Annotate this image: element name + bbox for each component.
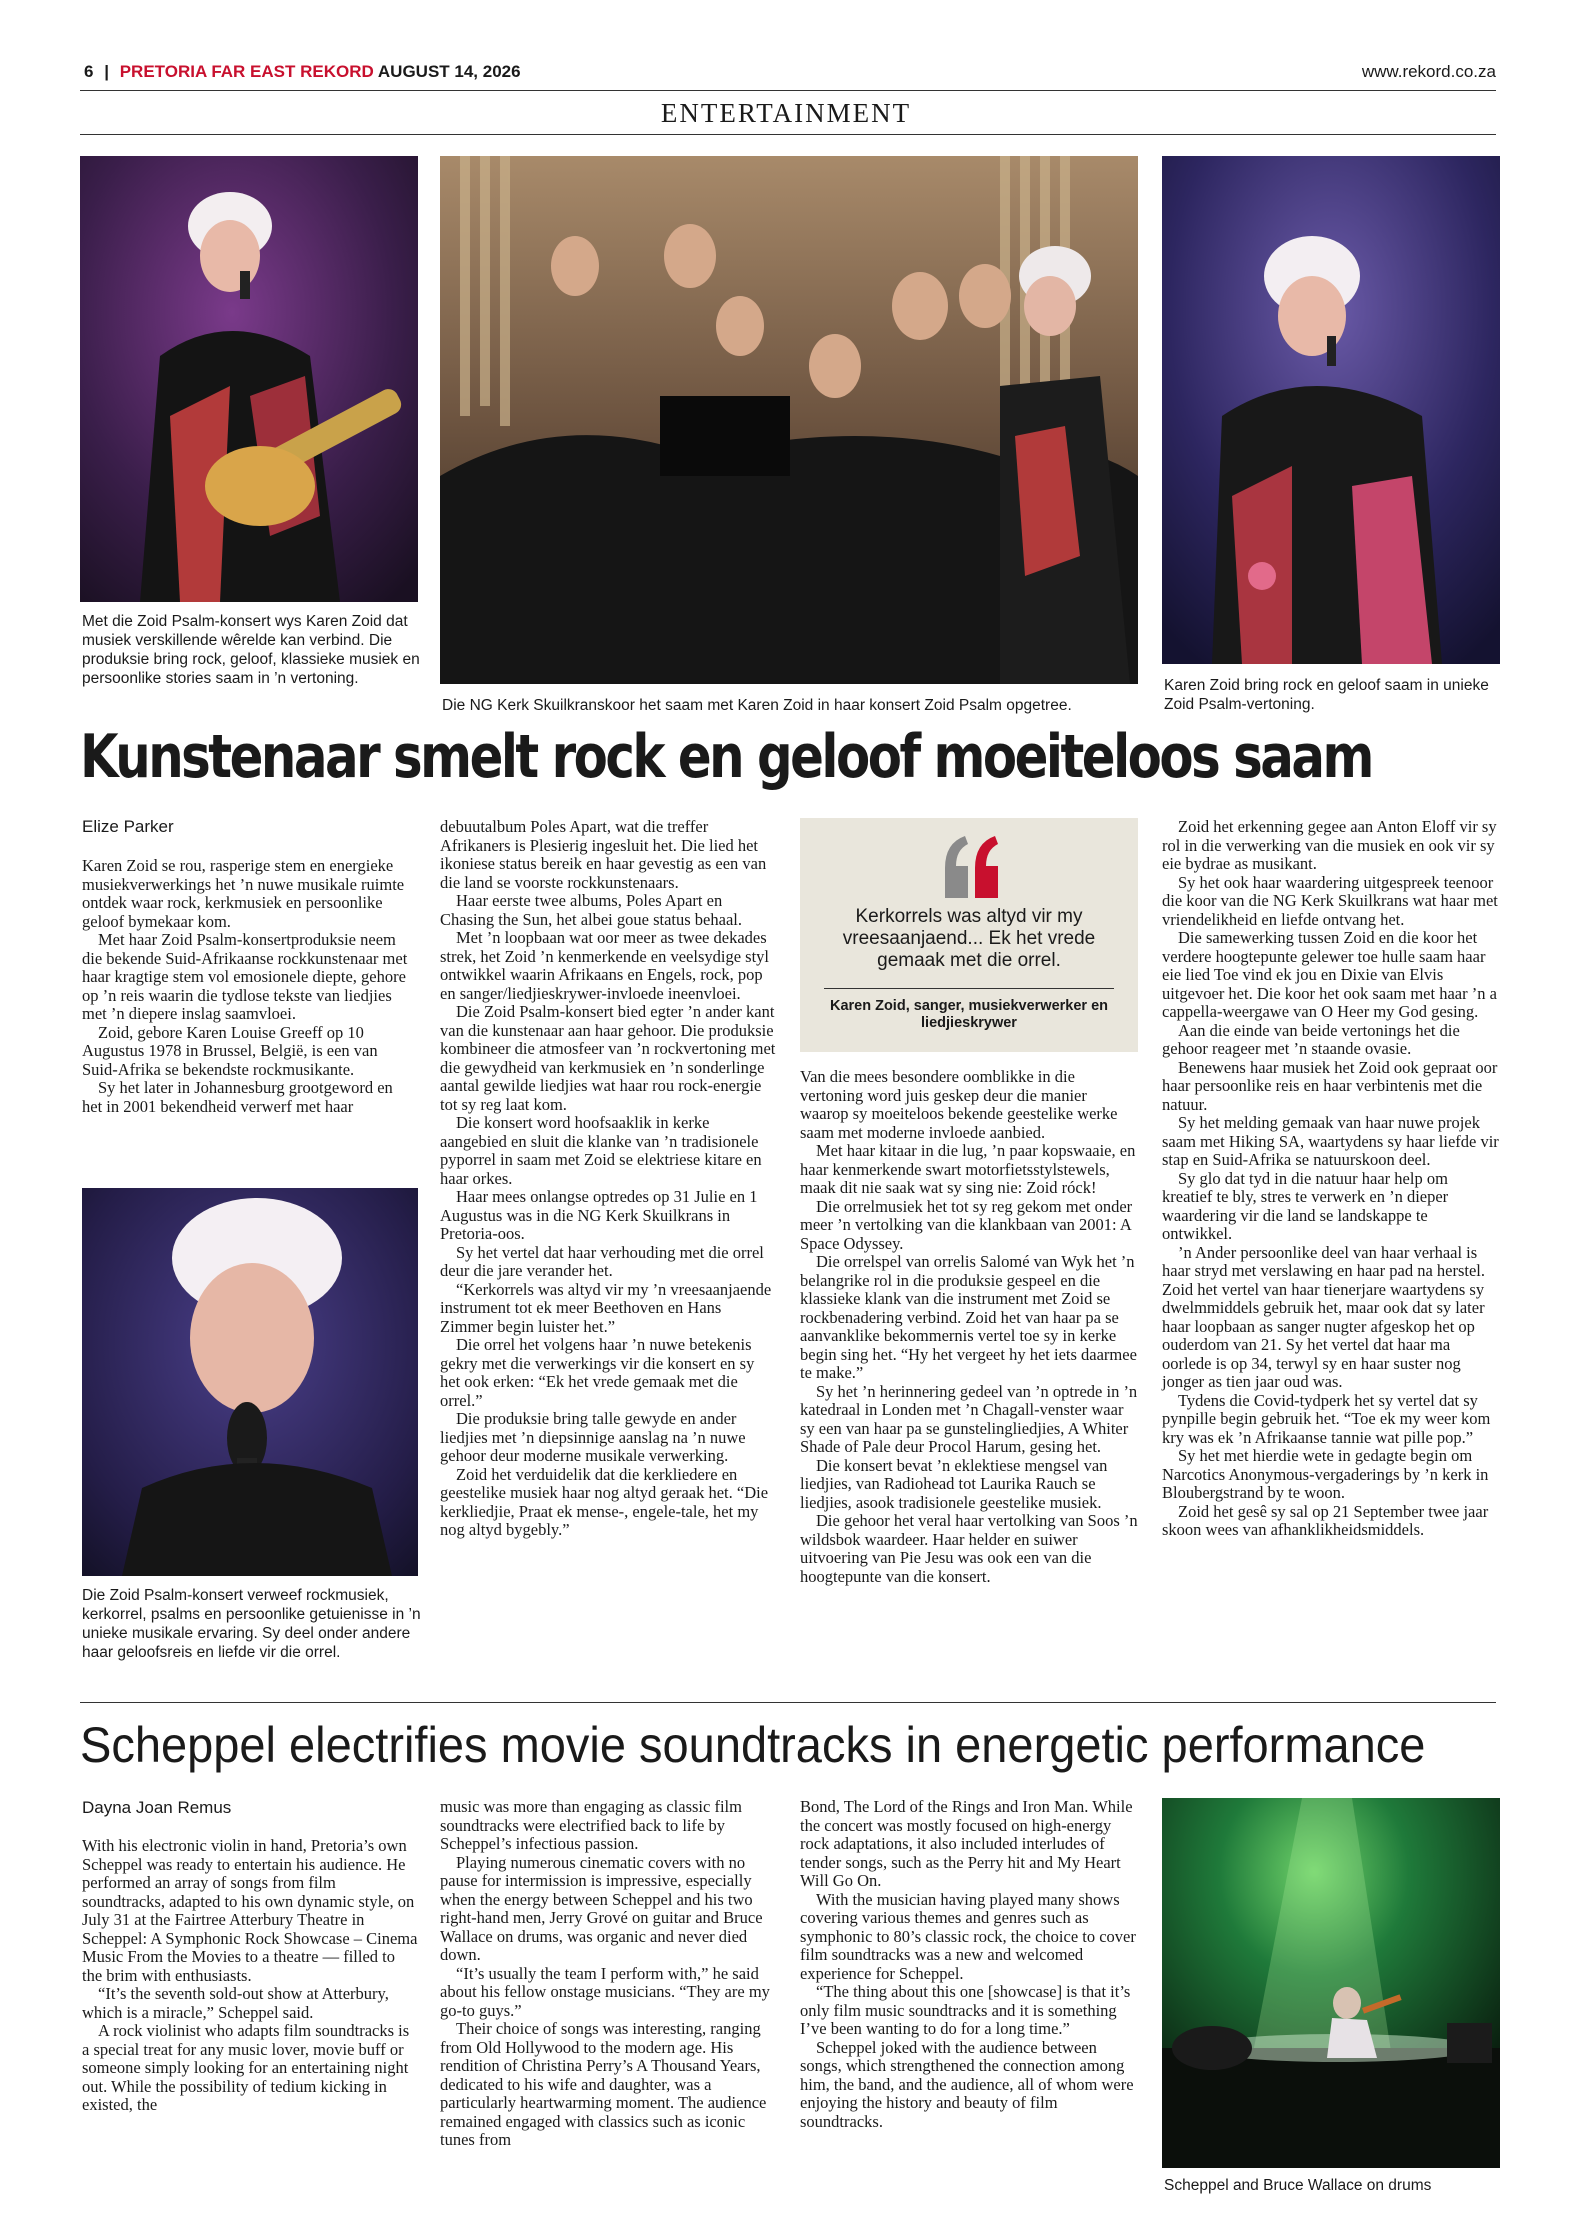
photo-karen-singing: [1162, 156, 1500, 664]
paragraph: “It’s the seventh sold-out show at Atterbury, which is a miracle,” Scheppel said.: [82, 1984, 389, 2022]
photo-caption-scheppel: Scheppel and Bruce Wallace on drums: [1164, 2177, 1432, 2194]
photo-caption-center: Die NG Kerk Skuilkranskoor het saam met Karen Zoid in haar konsert Zoid Psalm opgetree.: [442, 697, 1072, 714]
paragraph: Zoid het verduidelik dat die kerkliedere en geestelike musiek haar nog altyd geraak het. “Die kerkliedjie, Praat ek mense-, engele-tale, het my nog altyd bygebly.”: [440, 1464, 769, 1539]
paragraph: Met haar kitaar in die lug, ’n paar kopswaaie, en haar kenmerkende swart motorfietsstylstewels, maak dit nie saak wat sy sing nie: Zoid róck!: [800, 1141, 1136, 1197]
pullquote-attribution: Karen Zoid, sanger, musiekverwerker en liedjieskrywer: [829, 998, 1109, 1031]
photo-scheppel-stage: [1162, 1798, 1500, 2168]
publication-name: PRETORIA FAR EAST REKORD: [119, 62, 374, 81]
photo-karen-guitar: [80, 156, 418, 602]
paragraph: Sy het met hierdie wete in gedagte begin om Narcotics Anonymous-vergaderings by ’n kerk in Bloubergstrand by te woon.: [1162, 1446, 1489, 1502]
pullquote-box: [800, 818, 1138, 1052]
paragraph: Die orrelmusiek het tot sy reg gekom met onder meer ’n vertolking van die klankbaan van 2001: A Space Odyssey.: [800, 1196, 1133, 1253]
paragraph: Haar eerste twee albums, Poles Apart en Chasing the Sun, het albei goue status behaal.: [440, 891, 742, 929]
paragraph: Sy het later in Johannesburg grootgeword en het in 2001 bekendheid verwerf met haar: [82, 1078, 393, 1116]
issue-date: AUGUST 14, 2026: [377, 62, 521, 81]
paragraph: Die konsert word hoofsaaklik in kerke aangebied en sluit die klanke van ’n tradisionele pyporrel in saam met Zoid se elektriese kitare en haar orkes.: [440, 1113, 762, 1188]
paragraph: debuutalbum Poles Apart, wat die treffer Afrikaners is Plesierig ingesluit het. Die lied het ikoniese status bereik en haar gevestig as een van die land se voorste rockkunstenaars.: [440, 817, 767, 892]
story1-column-4: [1162, 818, 1500, 1540]
section-title: ENTERTAINMENT: [660, 98, 912, 128]
photo-caption-left: Met die Zoid Psalm-konsert wys Karen Zoid dat musiek verskillende wêrelde kan verbind. Die produksie bring rock, geloof, klassieke musiek en persoonlike stories saam in ’n vertoning.: [82, 613, 420, 687]
paragraph: Sy glo dat tyd in die natuur haar help om kreatief te bly, stres te verwerk en ’n dieper waardering vir die land se landskappe te ontwikkel.: [1162, 1168, 1449, 1243]
paragraph: A rock violinist who adapts film soundtracks is a special treat for any music lover, movie buff or someone simply looking for an entertaining night out. While the possibility of tedium kicking in existed, the: [82, 2021, 410, 2114]
photo-caption-right: Karen Zoid bring rock en geloof saam in unieke Zoid Psalm-vertoning.: [1164, 677, 1489, 713]
photo-caption-inline: Die Zoid Psalm-konsert verweef rockmusiek, kerkorrel, psalms en persoonlike getuienisse in ’n unieke musikale ervaring. Sy deel onder andere haar geloofsreis en liefde vir die orrel.: [82, 1587, 421, 1661]
paragraph: music was more than engaging as classic film soundtracks were electrified back to life by Scheppel’s infectious passion.: [440, 1797, 742, 1853]
story1-column-1: [82, 857, 416, 1116]
page-number: 6: [84, 62, 94, 81]
story2-column-3: [800, 1798, 1138, 2131]
paragraph: Their choice of songs was interesting, ranging from Old Hollywood to the modern age. His rendition of Christina Perry’s A Thousand Years, dedicated to his wife and daughter, was a particularly heartwarming moment. The audience remained engaged with classics such as iconic tunes from: [440, 2019, 767, 2149]
paragraph: Die orrel het volgens haar ’n nuwe betekenis gekry met die verwerkings vir die konsert en sy het ook erken: “Ek het vrede gemaak met die orrel.”: [440, 1335, 755, 1410]
pullquote-text: Kerkorrels was altyd vir my vreesaanjaend... Ek het vrede gemaak met die orrel.: [842, 906, 1096, 971]
paragraph: Zoid, gebore Karen Louise Greeff op 10 Augustus 1978 in Brussel, België, is een van Suid-Afrika se bekendste rockmusikante.: [82, 1022, 378, 1079]
paragraph: Met haar Zoid Psalm-konsertproduksie neem die bekende Suid-Afrikaanse rockkunstenaar met haar kragtige stem vol emosionele diepte, gehore op ’n reis waarin die tydlose tekste van liedjies met ’n diepere inslag saamvloei.: [82, 930, 408, 1023]
story2-column-1: [82, 1837, 418, 2115]
website-link[interactable]: www.rekord.co.za: [1361, 62, 1496, 81]
header-rule: [80, 90, 1496, 91]
paragraph: Karen Zoid se rou, rasperige stem en energieke musiekverwerkings het ’n nuwe musikale ruimte ontdek waar rock, kerkmusiek en persoonlike geloof bymekaar kom.: [82, 856, 405, 931]
paragraph: Die konsert bevat ’n eklektiese mengsel van liedjies, van Radiohead tot Laurika Rauch se liedjies, asook tradisionele geestelike musiek.: [800, 1455, 1108, 1512]
story-divider: [80, 1702, 1496, 1703]
pullquote-rule: [824, 988, 1114, 989]
paragraph: Playing numerous cinematic covers with no pause for intermission is impressive, especially when the energy between Scheppel and his two right-hand men, Jerry Grové on guitar and Bruce Wallace on drums, was organic and never died down.: [440, 1852, 763, 1964]
quote-mark-icon: [800, 828, 1138, 908]
paragraph: Bond, The Lord of the Rings and Iron Man. While the concert was mostly focused on high-energy rock adaptations, it also included interludes of tender songs, such as the Perry hit and My Heart Will Go On.: [800, 1797, 1133, 1890]
story1-column-3: [800, 1068, 1138, 1586]
paragraph: “Kerkorrels was altyd vir my ’n vreesaanjaende instrument tot ek meer Beethoven en Hans Zimmer begin luister het.”: [440, 1279, 772, 1336]
paragraph: Haar mees onlangse optredes op 31 Julie en 1 Augustus was in die NG Kerk Skuilkrans in Pretoria-oos.: [440, 1187, 758, 1243]
paragraph: Sy het ook haar waardering uitgespreek teenoor die koor van die NG Kerk Skuilkrans wat haar met vriendelikheid en liefde ontvang het.: [1162, 872, 1498, 929]
paragraph: Die orrelspel van orrelis Salomé van Wyk het ’n belangrike rol in die produksie gespeel en die klassieke klank van die instrument met Zoid se rockbenadering verbind. Zoid het van haar pa se aanvanklike bekommernis vertel toe sy in kerke begin sing het. “Hy het vergeet hy het iets daarmee te make.”: [800, 1252, 1137, 1382]
paragraph: With his electronic violin in hand, Pretoria’s own Scheppel was ready to entertain his audience. He performed an array of songs from film soundtracks, adapted to his own dynamic style, on July 31 at the Fairtree Atterbury Theatre in Scheppel: A Symphonic Rock Showcase – Cinema Music From the Movies to a theatre — filled to the brim with enthusiasts.: [82, 1836, 418, 1985]
section-rule: [80, 134, 1496, 135]
paragraph: Zoid het gesê sy sal op 21 September twee jaar skoon wees van afhanklikheidsmiddels.: [1162, 1501, 1489, 1539]
paragraph: Benewens haar musiek het Zoid ook gepraat oor haar persoonlike reis en haar verbintenis met die natuur.: [1162, 1057, 1498, 1114]
paragraph: ’n Ander persoonlike deel van haar verhaal is haar stryd met verslawing en haar pad na herstel. Zoid het vertel van haar tienerjare waartydens sy dwelmmiddels gebruik het, maar ook dat sy later haar loopbaan as sanger nugter afgeskop het op ouderdom van 21. Sy het vertel dat haar ma oorlede is op 34, terwyl sy en haar suster nog jonger as tien jaar oud was.: [1162, 1242, 1485, 1391]
paragraph: “It’s usually the team I perform with,” he said about his fellow onstage musicians. “They are my go-to guys.”: [440, 1963, 770, 2020]
story1-byline: Elize Parker: [82, 817, 174, 836]
paragraph: Zoid het erkenning gegee aan Anton Eloff vir sy rol in die verwerking van die musiek en ook vir sy eie bydrae as musikant.: [1162, 817, 1497, 873]
paragraph: Sy het vertel dat haar verhouding met die orrel deur die jare verander het.: [440, 1242, 764, 1280]
paragraph: Van die mees besondere oomblikke in die vertoning word juis geskep deur die manier waarop sy moeiteloos bekende geestelike werke saam met moderne invloede aanbied.: [800, 1067, 1118, 1142]
paragraph: Die Zoid Psalm-konsert bied egter ’n ander kant van die kunstenaar aan haar gehoor. Die produksie kombineer die atmosfeer van ’n rockvertoning met die gewydheid van kerkmusiek en ’n sonderlinge aantal gewilde liedjies wat haar rou rock-energie tot sy reg laat kom.: [440, 1002, 776, 1114]
paragraph: Sy het melding gemaak van haar nuwe projek saam met Hiking SA, waartydens sy haar liefde vir stap en Suid-Afrika se natuurskoon deel.: [1162, 1113, 1499, 1169]
paragraph: Sy het ’n herinnering gedeel van ’n optrede in ’n katedraal in Londen met ’n Chagall-venster waar sy een van haar pa se gunstelingliedjies, A Whiter Shade of Pale deur Procol Harum, gesing het.: [800, 1381, 1138, 1456]
paragraph: Met ’n loopbaan wat oor meer as twee dekades strek, het Zoid ’n kenmerkende en veelsydige styl ontwikkel waarin Afrikaans en Engels, rock, pop en sanger/liedjieskrywer-invloede ineenvloei.: [440, 928, 769, 1003]
story1-column-2: [440, 818, 778, 1540]
paragraph: Tydens die Covid-tydperk het sy vertel dat sy pynpille begin gebruik het. “Toe ek my weer kom kry was ek ’n Afrikaanse tannie wat pille pop.”: [1162, 1390, 1491, 1447]
story2-column-2: [440, 1798, 778, 2150]
paragraph: Scheppel joked with the audience between songs, which strengthened the connection among him, the band, and the audience, all of whom were enjoying the history and beauty of film soundtracks.: [800, 2037, 1134, 2131]
page-header-left: [84, 62, 521, 82]
story2-byline: Dayna Joan Remus: [82, 1798, 232, 1817]
paragraph: Aan die einde van beide vertonings het die gehoor reageer met ’n staande ovasie.: [1162, 1020, 1460, 1058]
story2-headline: Scheppel electrifies movie soundtracks in energetic performance: [80, 1717, 1426, 1773]
photo-choir: [440, 156, 1138, 684]
paragraph: Die gehoor het veral haar vertolking van Soos ’n wildsbok waardeer. Haar helder en suiwer uitvoering van Pie Jesu was ook een van die hoogtepunte van die konsert.: [800, 1511, 1138, 1586]
paragraph: Die produksie bring talle gewyde en ander liedjies met ’n diepsinnige aanslag na ’n nuwe gehoor deur moderne musikale verwerking.: [440, 1409, 746, 1465]
header-separator: |: [104, 62, 109, 81]
story1-headline: Kunstenaar smelt rock en geloof moeiteloos saam: [80, 722, 1372, 792]
photo-karen-closeup: [82, 1188, 418, 1576]
paragraph: “The thing about this one [showcase] is that it’s only film music soundtracks and it is something I’ve been wanting to do for a long time.”: [800, 1982, 1131, 2038]
paragraph: With the musician having played many shows covering various themes and genres such as symphonic to 80’s classic rock, the choice to cover film soundtracks was a new and welcomed experience for Scheppel.: [800, 1889, 1136, 1983]
paragraph: Die samewerking tussen Zoid en die koor het verdere hoogtepunte gelewer toe hulle saam haar eie lied Toe vind ek jou en Dixie van Elvis uitgevoer het. Die koor het ook saam met haar ’n a cappella-weergawe van O Heer my God gesing.: [1162, 928, 1497, 1021]
